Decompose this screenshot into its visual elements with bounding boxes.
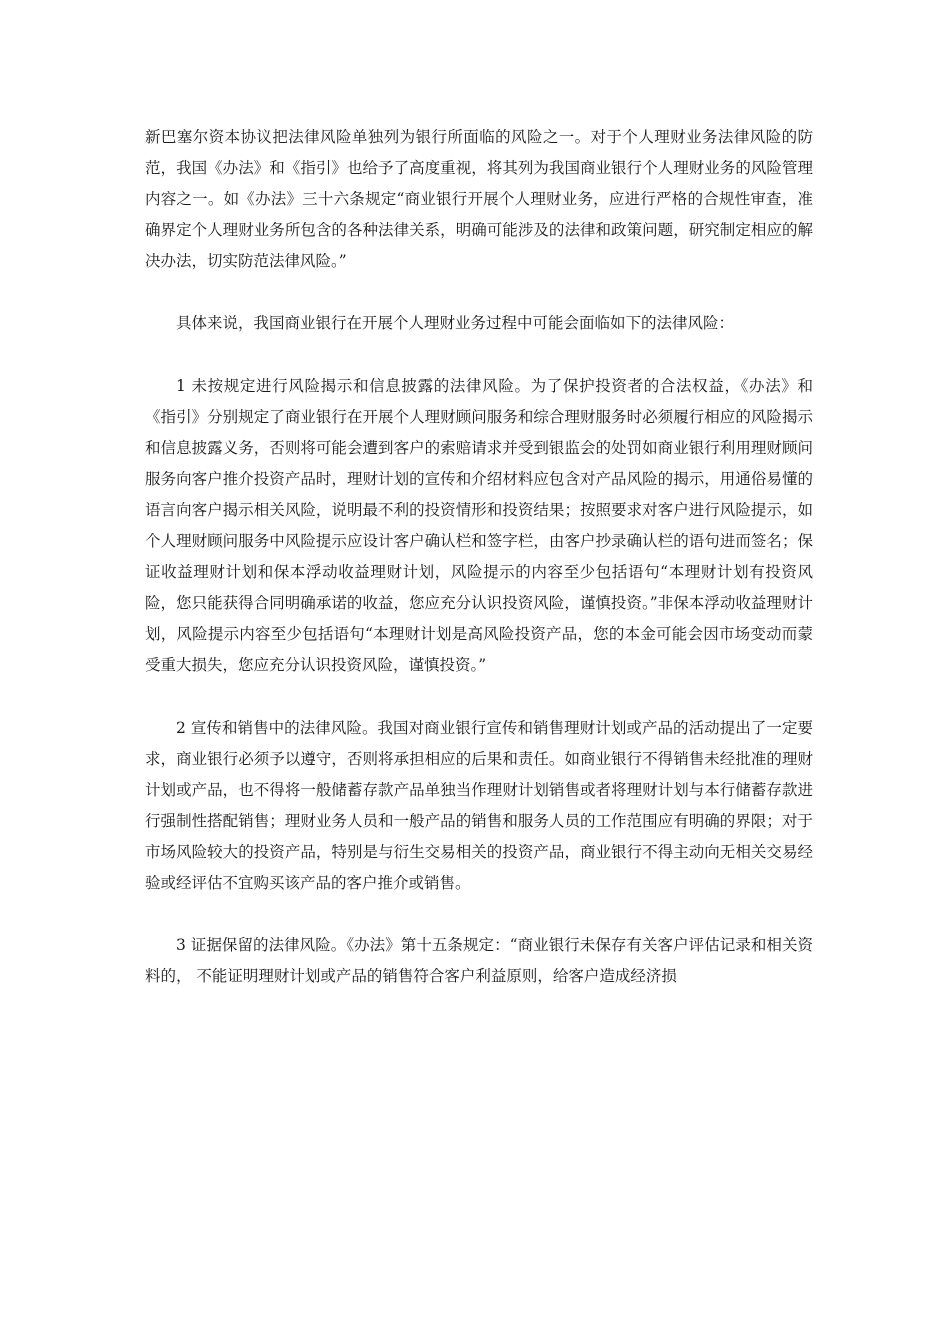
paragraph-overview: 具体来说，我国商业银行在开展个人理财业务过程中可能会面临如下的法律风险： (176, 314, 735, 333)
paragraph-intro: 新巴塞尔资本协议把法律风险单独列为银行所面临的风险之一。对于个人理财业务法律风险的防范，我国《办法》和《指引》也给予了高度重视，将其列为我国商业银行个人理财业务的风险管理内容之一。如《办法》三十六条规定“商业银行开展个人理财业务，应进行严格的合规性审查，准确界定个人理财业务所包含的各种法律关系，明确可能涉及的法律和政策问题，研究制定相应的解决办法，切实防范法律风险。” (145, 128, 813, 271)
document-body (145, 122, 813, 992)
paragraph-risk-disclosure: 1 未按规定进行风险揭示和信息披露的法律风险。为了保护投资者的合法权益，《办法》和《指引》分别规定了商业银行在开展个人理财顾问服务和综合理财服务时必须履行相应的风险揭示和信息披露义务，否则将可能会遭到客户的索赔请求并受到银监会的处罚如商业银行利用理财顾问服务向客户推介投资产品时，理财计划的宣传和介绍材料应包含对产品风险的揭示，用通俗易懂的语言向客户揭示相关风险，说明最不利的投资情形和投资结果；按照要求对客户进行风险提示，如个人理财顾问服务中风险提示应设计客户确认栏和签字栏，由客户抄录确认栏的语句进而签名；保证收益理财计划和保本浮动收益理财计划，风险提示的内容至少包括语句“本理财计划有投资风险，您只能获得合同明确承诺的收益，您应充分认识投资风险，谨慎投资。”非保本浮动收益理财计划，风险提示内容至少包括语句“本理财计划是高风险投资产品，您的本金可能会因市场变动而蒙受重大损失，您应充分认识投资风险，谨慎投资。” (145, 376, 813, 675)
paragraph-evidence-risk: 3 证据保留的法律风险。《办法》第十五条规定：“商业银行未保存有关客户评估记录和相关资料的， 不能证明理财计划或产品的销售符合客户利益原则，给客户造成经济损 (145, 936, 813, 986)
paragraph-sales-risk: 2 宣传和销售中的法律风险。我国对商业银行宣传和销售理财计划或产品的活动提出了一定要求，商业银行必须予以遵守，否则将承担相应的后果和责任。如商业银行不得销售未经批准的理财计划或产品，也不得将一般储蓄存款产品单独当作理财计划销售或者将理财计划与本行储蓄存款进行强制性搭配销售；理财业务人员和一般产品的销售和服务人员的工作范围应有明确的界限；对于市场风险较大的投资产品，特别是与衍生交易相关的投资产品，商业银行不得主动向无相关交易经验或经评估不宜购买该产品的客户推介或销售。 (145, 718, 813, 892)
